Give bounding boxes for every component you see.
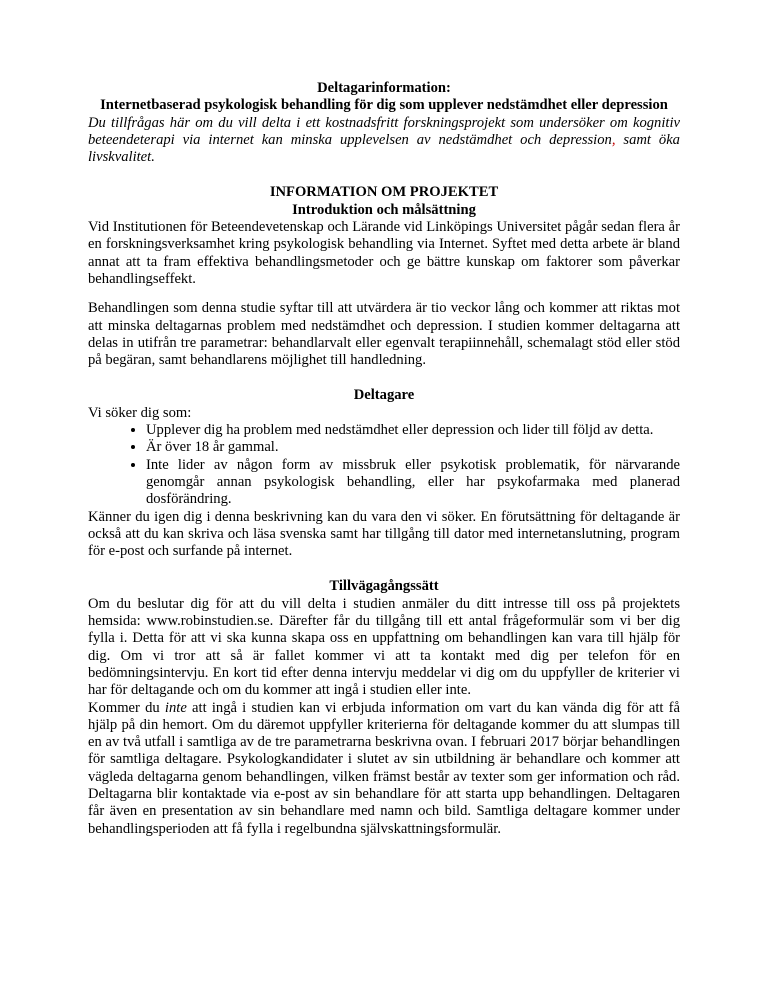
- criteria-item: • Inte lider av någon form av missbruk eller psykotisk problematik, för närvarande genomgår annan psykologisk behandling, eller har psykofarmaka med planerad dosförändring.: [146, 457, 680, 509]
- section-heading-project: INFORMATION OM PROJEKTET: [269, 184, 499, 201]
- criteria-list: [88, 422, 680, 508]
- subheading-introduction: Introduktion och målsättning: [292, 201, 476, 218]
- intro-paragraph: [88, 115, 680, 167]
- criteria-item: • Upplever dig ha problem med nedstämdhet eller depression och lider till följd av detta.: [146, 422, 680, 439]
- section-heading-procedure: Tillvägagångssätt: [329, 578, 439, 595]
- section-heading-participants: Deltagare: [353, 387, 415, 404]
- paragraph-procedure-2: [88, 700, 680, 838]
- document-subtitle: Internetbaserad psykologisk behandling för dig som upplever nedstämdhet eller depression: [100, 97, 668, 114]
- paragraph-requirements: Känner du igen dig i denna beskrivning kan du vara den vi söker. En förutsättning för deltagande är också att du kan skriva och läsa svenska samt har tillgång till dator med internetanslutning, program för e-post och surfande på internet.: [88, 508, 680, 560]
- intro-text: Du tillfrågas här om du vill delta i ett kostnadsfritt forskningsprojekt som undersöker om kognitiv beteendeterapi via internet kan minska upplevelsen av nedstämdhet och depression: [88, 114, 680, 148]
- procedure-2-start: Kommer du: [88, 699, 165, 716]
- procedure-2-emphasis: inte: [164, 699, 187, 716]
- paragraph-introduction: Vid Institutionen för Beteendevetenskap och Lärande vid Linköpings Universitet pågår sedan flera år en forskningsverksamhet kring psykologisk behandling via Internet. Syftet med detta arbete är bland annat att ta fram effektiva behandlingsmetoder och ge bättre kunskap om faktorer som påverkar behandlingseffekt.: [88, 219, 680, 287]
- participants-lead: Vi söker dig som:: [88, 404, 192, 421]
- paragraph-procedure: Om du beslutar dig för att du vill delta i studien anmäler du ditt intresse till oss på projektets hemsida: www.robinstudien.se. Därefter får du tillgång till ett antal frågeformulär som vi ber dig fylla i. Detta för att vi ska kunna skapa oss en uppfattning om behandlingen kan vara till hjälp för dig. Om vi tror att så är fallet kommer vi att ta kontakt med dig per telefon för en bedömningsintervju. En kort tid efter denna intervju meddelar vi dig om du uppfyller de kriterier vi har för deltagande och om du kommer att ingå i studien eller inte.: [88, 595, 680, 699]
- procedure-2-rest: att ingå i studien kan vi erbjuda information om vart du kan vända dig för att få hjälp på din hemort. Om du däremot uppfyller kriterierna för deltagande kommer du att slumpas till en av två utfall i samtliga av de tre parametrarna beskrivna ovan. I februari 2017 börjar behandlingen för samtliga deltagare. Psykologkandidater i slutet av sin utbildning är behandlare och kommer att vägleda deltagarna genom behandlingen, vilken främst består av texter som ger information och råd. Deltagarna blir kontaktade via e-post av sin behandlare för att starta upp behandlingen. Deltagaren får även en presentation av sin behandlare med namn och bild. Samtliga deltagare kommer under behandlingsperioden att få fylla i regelbundna självskattningsformulär.: [88, 699, 680, 837]
- paragraph-treatment: Behandlingen som denna studie syftar till att utvärdera är tio veckor lång och kommer att riktas mot att minska deltagarnas problem med nedstämdhet och depression. I studien kommer deltagarna att delas in utifrån tre parametrar: behandlarvalt eller egenvalt terapiinnehåll, schemalagt stöd eller stöd på begäran, samt behandlarens möjlighet till handledning.: [88, 300, 680, 369]
- criteria-item: • Är över 18 år gammal.: [146, 439, 680, 456]
- intro-end: samt öka livskvalitet.: [88, 131, 680, 166]
- intro-comma: ,: [611, 131, 616, 148]
- document-title: Deltagarinformation:: [317, 80, 451, 96]
